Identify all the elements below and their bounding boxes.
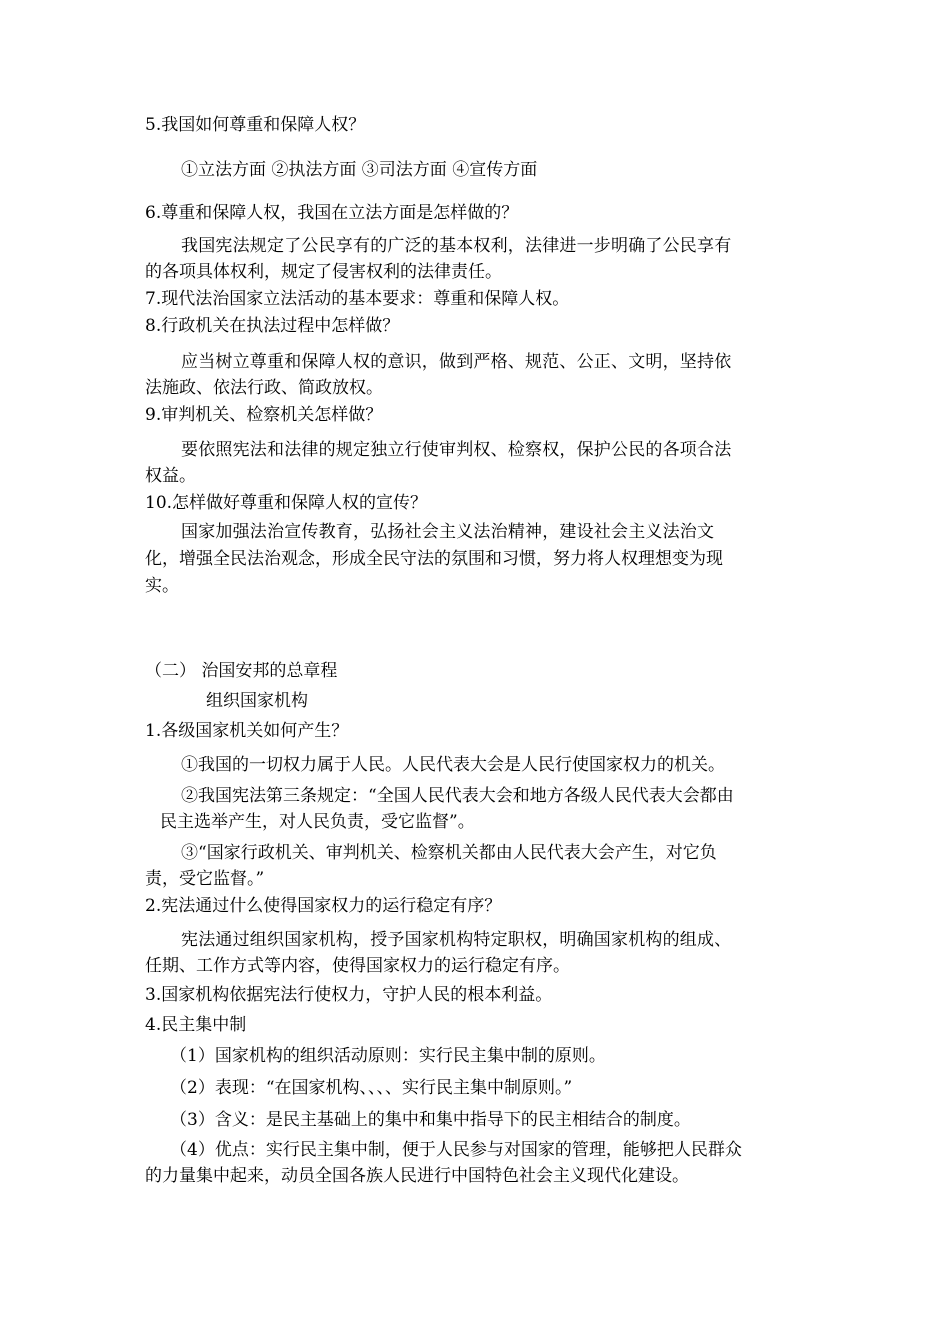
answer-10-line-3: 实。 [145,576,179,596]
question-8: 8.行政机关在执法过程中怎样做？ [145,316,400,336]
answer-9-line-2: 权益。 [145,466,196,486]
point-3: 3.国家机构依据宪法行使权力，守护人民的根本利益。 [145,985,553,1005]
point-4-item-4-line-1: （4）优点：实行民主集中制，便于人民参与对国家的管理，能够把人民群众 [170,1140,742,1160]
point-7: 7.现代法治国家立法活动的基本要求：尊重和保障人权。 [145,289,570,309]
question-6: 6.尊重和保障人权，我国在立法方面是怎样做的？ [145,203,519,223]
question-10: 10.怎样做好尊重和保障人权的宣传？ [145,493,428,513]
answer-1-point-3-line-1: ③“国家行政机关、审判机关、检察机关都由人民代表大会产生，对它负 [181,843,717,863]
question-9: 9.审判机关、检察机关怎样做？ [145,405,383,425]
point-4-item-1: （1）国家机构的组织活动原则：实行民主集中制的原则。 [170,1046,606,1066]
answer-8-line-1: 应当树立尊重和保障人权的意识，做到严格、规范、公正、文明，坚持依 [181,352,732,372]
answer-5: ①立法方面 ②执法方面 ③司法方面 ④宣传方面 [181,160,538,180]
section-heading: （二） 治国安邦的总章程 [145,661,338,681]
answer-9-line-1: 要依照宪法和法律的规定独立行使审判权、检察权，保护公民的各项合法 [181,440,732,460]
point-4-item-4-line-2: 的力量集中起来，动员全国各族人民进行中国特色社会主义现代化建设。 [145,1166,689,1186]
answer-1-point-1: ①我国的一切权力属于人民。人民代表大会是人民行使国家权力的机关。 [181,755,725,775]
answer-8-line-2: 法施政、依法行政、简政放权。 [145,378,383,398]
question-5: 5.我国如何尊重和保障人权？ [145,115,366,135]
answer-10-line-1: 国家加强法治宣传教育，弘扬社会主义法治精神，建设社会主义法治文 [181,522,715,542]
answer-1-point-2-line-2: 民主选举产生，对人民负责，受它监督”。 [160,812,475,832]
answer-1-point-2-line-1: ②我国宪法第三条规定：“全国人民代表大会和地方各级人民代表大会都由 [181,786,734,806]
question-2: 2.宪法通过什么使得国家权力的运行稳定有序？ [145,896,502,916]
answer-6-line-2: 的各项具体权利，规定了侵害权利的法律责任。 [145,262,502,282]
question-1: 1.各级国家机关如何产生？ [145,721,349,741]
answer-6-line-1: 我国宪法规定了公民享有的广泛的基本权利，法律进一步明确了公民享有 [181,236,732,256]
point-4-heading: 4.民主集中制 [145,1015,247,1035]
answer-2-line-1: 宪法通过组织国家机构，授予国家机构特定职权，明确国家机构的组成、 [181,930,732,950]
answer-2-line-2: 任期、工作方式等内容，使得国家权力的运行稳定有序。 [145,956,570,976]
answer-1-point-3-line-2: 责，受它监督。” [145,869,265,889]
point-4-item-3: （3）含义：是民主基础上的集中和集中指导下的民主相结合的制度。 [170,1110,691,1130]
subsection-heading: 组织国家机构 [206,691,308,711]
answer-10-line-2: 化，增强全民法治观念，形成全民守法的氛围和习惯，努力将人权理想变为现 [145,549,723,569]
point-4-item-2: （2）表现：“在国家机构、、、、实行民主集中制原则。” [170,1078,573,1098]
